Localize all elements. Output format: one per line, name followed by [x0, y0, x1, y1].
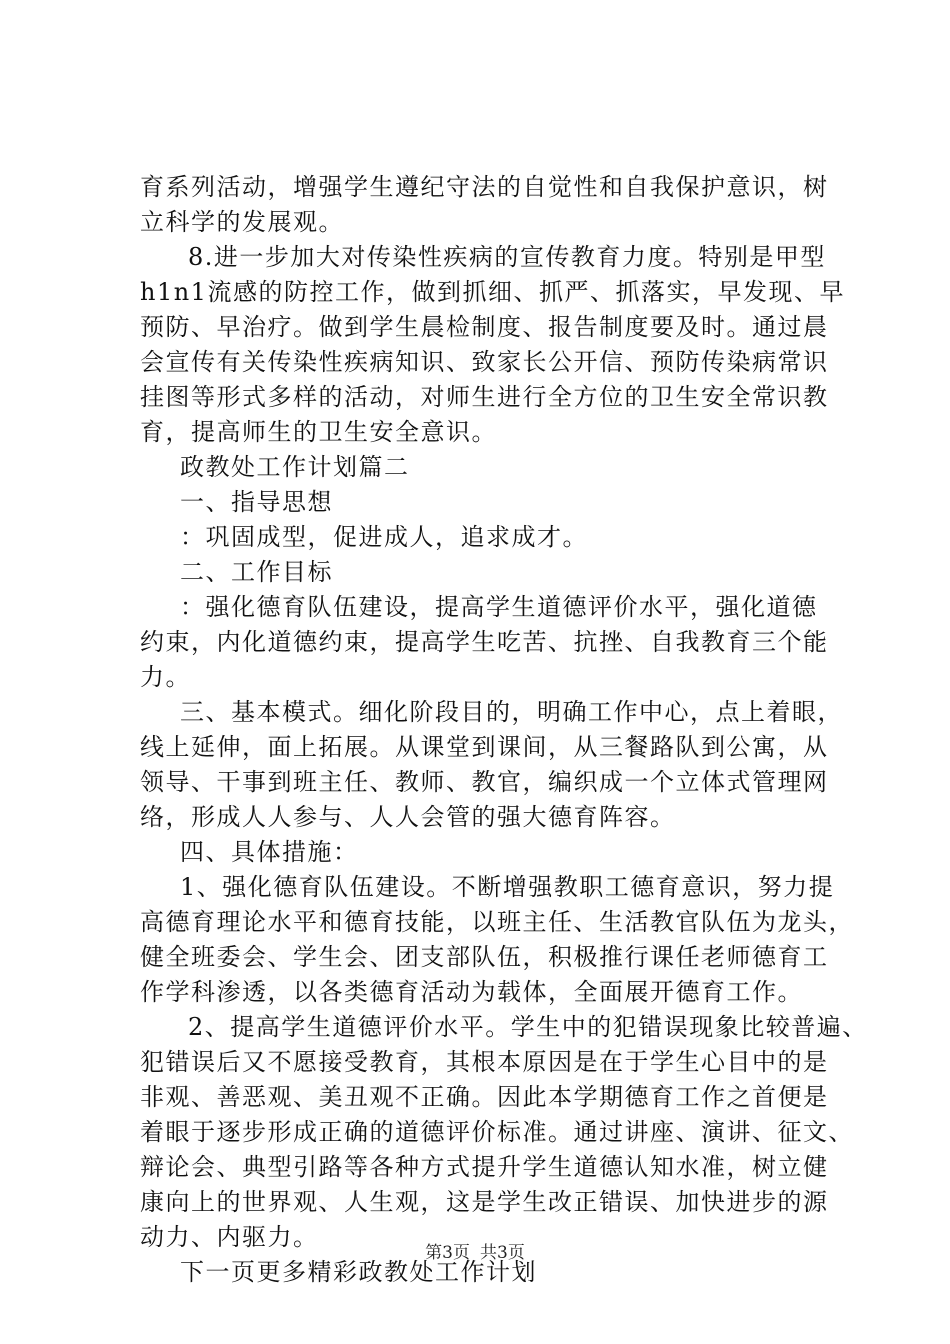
- text-line: 领导、干事到班主任、教师、教官，编织成一个立体式管理网: [140, 768, 829, 796]
- text-line: 着眼于逐步形成正确的道德评价标准。通过讲座、演讲、征文、: [140, 1118, 854, 1146]
- page-footer: [0, 1243, 950, 1263]
- text-line: 作学科渗透，以各类德育活动为载体，全面展开德育工作。: [140, 978, 803, 1006]
- text-line: 康向上的世界观、人生观，这是学生改正错误、加快进步的源: [140, 1188, 829, 1216]
- page-number: 第3页: [425, 1243, 470, 1263]
- text-line: 2、提高学生道德评价水平。学生中的犯错误现象比较普遍、: [188, 1013, 868, 1041]
- text-line: ：巩固成型，促进成人，追求成才。: [180, 523, 588, 551]
- text-line: 育系列活动，增强学生遵纪守法的自觉性和自我保护意识，树: [140, 173, 829, 201]
- section-heading: 四、具体措施：: [180, 838, 359, 866]
- text-line: 会宣传有关传染性疾病知识、致家长公开信、预防传染病常识: [140, 348, 829, 376]
- section-heading: 一、指导思想: [180, 488, 333, 516]
- text-line: 力。: [140, 663, 191, 691]
- text-line: ：强化德育队伍建设，提高学生道德评价水平，强化道德: [180, 593, 818, 621]
- text-line: 挂图等形式多样的活动，对师生进行全方位的卫生安全常识教: [140, 383, 829, 411]
- text-line: 健全班委会、学生会、团支部队伍，积极推行课任老师德育工: [140, 943, 829, 971]
- text-line: 三、基本模式。细化阶段目的，明确工作中心，点上着眼，: [180, 698, 843, 726]
- text-line: h1n1流感的防控工作，做到抓细、抓严、抓落实，早发现、早: [140, 278, 845, 306]
- text-line: 预防、早治疗。做到学生晨检制度、报告制度要及时。通过晨: [140, 313, 829, 341]
- text-line: 犯错误后又不愿接受教育，其根本原因是在于学生心目中的是: [140, 1048, 829, 1076]
- next-page-link[interactable]: 下一页更多精彩政教处工作计划: [180, 1258, 537, 1286]
- text-line: 育，提高师生的卫生安全意识。: [140, 418, 497, 446]
- text-line: 线上延伸，面上拓展。从课堂到课间，从三餐路队到公寓，从: [140, 733, 829, 761]
- text-line: 络，形成人人参与、人人会管的强大德育阵容。: [140, 803, 676, 831]
- section-heading: 二、工作目标: [180, 558, 333, 586]
- text-line: 立科学的发展观。: [140, 208, 344, 236]
- section-heading: 政教处工作计划篇二: [180, 453, 410, 481]
- document-body: [140, 170, 868, 1290]
- text-line: 高德育理论水平和德育技能，以班主任、生活教官队伍为龙头，: [140, 908, 854, 936]
- text-line: 非观、善恶观、美丑观不正确。因此本学期德育工作之首便是: [140, 1083, 829, 1111]
- page-total: 共3页: [480, 1243, 525, 1263]
- text-line: 辩论会、典型引路等各种方式提升学生道德认知水准，树立健: [140, 1153, 829, 1181]
- text-line: 约束，内化道德约束，提高学生吃苦、抗挫、自我教育三个能: [140, 628, 829, 656]
- text-line: 8.进一步加大对传染性疾病的宣传教育力度。特别是甲型: [188, 243, 826, 271]
- text-line: 1、强化德育队伍建设。不断增强教职工德育意识，努力提: [180, 873, 835, 901]
- text-line: 动力、内驱力。: [140, 1223, 319, 1251]
